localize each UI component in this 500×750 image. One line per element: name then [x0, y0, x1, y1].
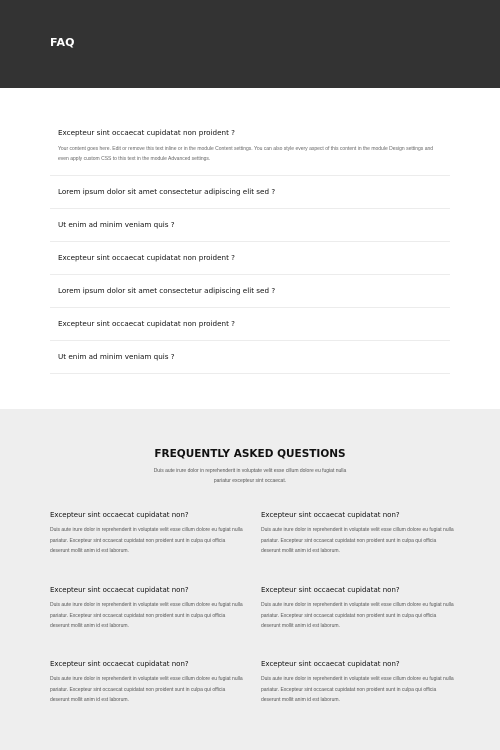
faq-card-answer: Duis aute irure dolor in reprehenderit in voluptate velit esse cillum dolore eu fugiat nulla pariatur. Excepteur sint occaecat cupidatat non proident sunt in culpa qui officia deserunt mollit anim id est laborum.: [261, 527, 454, 554]
faq-card-question: Excepteur sint occaecat cupidatat non?: [50, 511, 189, 519]
faq-card-answer: Duis aute irure dolor in reprehenderit in voluptate velit esse cillum dolore eu fugiat nulla pariatur. Excepteur sint occaecat cupidatat non proident sunt in culpa qui officia deserunt mollit anim id est laborum.: [50, 676, 243, 703]
faq-card-answer: Duis aute irure dolor in reprehenderit in voluptate velit esse cillum dolore eu fugiat nulla pariatur. Excepteur sint occaecat cupidatat non proident sunt in culpa qui officia deserunt mollit anim id est laborum.: [50, 602, 243, 629]
accordion-item[interactable]: [50, 341, 450, 374]
accordion-answer: Your content goes here. Edit or remove this text inline or in the module Content settings. You can also style every aspect of this content in the module Design settings and even apply custom CSS to this text in the module Advanced settings.: [58, 146, 434, 162]
faq-card-answer: Duis aute irure dolor in reprehenderit in voluptate velit esse cillum dolore eu fugiat nulla pariatur. Excepteur sint occaecat cupidatat non proident sunt in culpa qui officia deserunt mollit anim id est laborum.: [261, 676, 454, 703]
faq-card-question: Excepteur sint occaecat cupidatat non?: [50, 586, 189, 594]
accordion-item[interactable]: [50, 308, 450, 341]
accordion-question[interactable]: Ut enim ad minim veniam quis ?: [58, 220, 175, 229]
faq-grid-section: [0, 409, 500, 750]
accordion-item[interactable]: [50, 242, 450, 275]
faq-card-question: Excepteur sint occaecat cupidatat non?: [261, 511, 400, 519]
accordion-question[interactable]: Lorem ipsum dolor sit amet consectetur adipiscing elit sed ?: [58, 286, 276, 295]
page-title: FAQ: [50, 36, 75, 49]
accordion-item[interactable]: [50, 176, 450, 209]
faq-card: [261, 660, 457, 706]
faq-card-answer: Duis aute irure dolor in reprehenderit in voluptate velit esse cillum dolore eu fugiat nulla pariatur. Excepteur sint occaecat cupidatat non proident sunt in culpa qui officia deserunt mollit anim id est laborum.: [50, 527, 243, 554]
faq-card-question: Excepteur sint occaecat cupidatat non?: [261, 660, 400, 668]
page-header: [0, 0, 500, 88]
faq-card-question: Excepteur sint occaecat cupidatat non?: [261, 586, 400, 594]
accordion-question[interactable]: Excepteur sint occaecat cupidatat non proident ?: [58, 319, 235, 328]
accordion-question[interactable]: Lorem ipsum dolor sit amet consectetur adipiscing elit sed ?: [58, 187, 276, 196]
faq-card: [50, 586, 246, 632]
accordion-question[interactable]: Excepteur sint occaecat cupidatat non proident ?: [58, 253, 235, 262]
faq-card: [261, 511, 457, 557]
accordion-item[interactable]: [50, 209, 450, 242]
accordion-item-open[interactable]: [50, 126, 450, 176]
accordion-question[interactable]: Ut enim ad minim veniam quis ?: [58, 352, 175, 361]
faq-card-question: Excepteur sint occaecat cupidatat non?: [50, 660, 189, 668]
faq-card: [261, 586, 457, 632]
section-intro: Duis aute irure dolor in reprehenderit in voluptate velit esse cillum dolore eu fugiat nulla pariatur excepteur sint occaecat.: [153, 468, 347, 484]
faq-card-answer: Duis aute irure dolor in reprehenderit in voluptate velit esse cillum dolore eu fugiat nulla pariatur. Excepteur sint occaecat cupidatat non proident sunt in culpa qui officia deserunt mollit anim id est laborum.: [261, 602, 454, 629]
accordion-question[interactable]: Excepteur sint occaecat cupidatat non proident ?: [58, 128, 235, 137]
accordion-item[interactable]: [50, 275, 450, 308]
faq-accordion: [50, 126, 450, 374]
faq-card: [50, 511, 246, 557]
section-heading: FREQUENTLY ASKED QUESTIONS: [154, 448, 346, 460]
faq-card: [50, 660, 246, 706]
